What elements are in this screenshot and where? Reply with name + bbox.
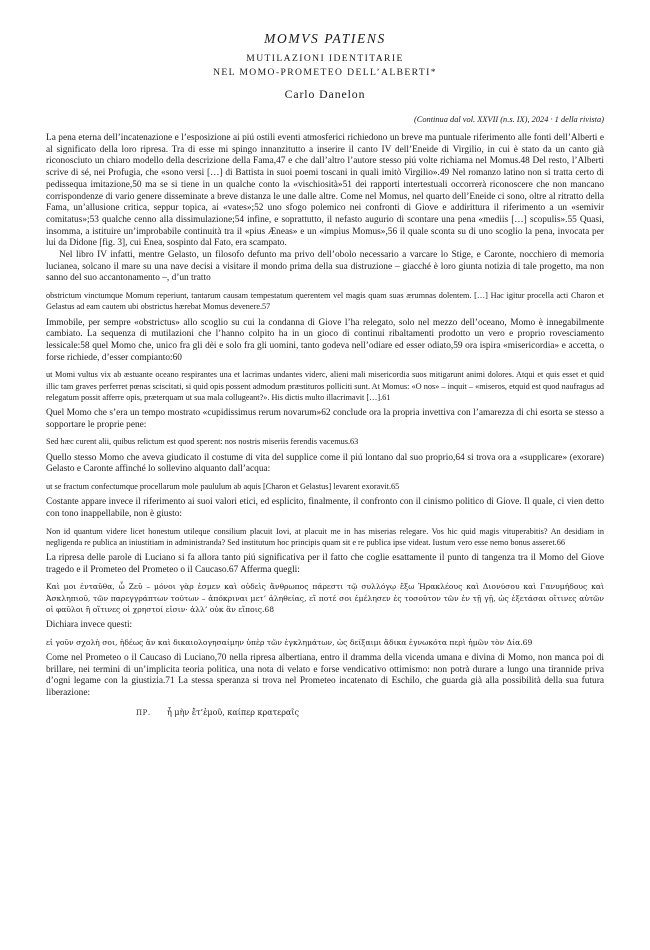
block-quote: obstrictum vinctumque Momum reperiunt, tantarum causam tempestatum querentem vel magis quam suas ærumnas dolentem. […] Hac igitur procella acti Charon et Gelastus ad eam cautem ubi obstrictus hærebat Momus devenere.57 <box>46 291 604 312</box>
block-quote: ut se fractum confectumque procellarum mole paululum ab aquis [Charon et Gelastus] levarent exoravit.65 <box>46 481 400 491</box>
paragraph: Immobile, per sempre «obstrictus» allo scoglio su cui la condanna di Giove l’ha relegato, solo nel mezzo dell’oceano, Momo è innegabilmente cambiato. La sequenza di mutilazioni che l’hanno colpito ha in un gioco di continui ribaltamenti prodotto un vero e proprio rovesciamento lessicale:58 quel Momo che, unico fra gli dèi e solo fra gli uomini, tanto godeva nell’odiare ed esser odiato,59 ora ispira «misericordia» e accetta, o forse richiede, d’esser compianto:60 <box>46 317 604 363</box>
block-quote: ut Momi vultus vix ab æstuante oceano respirantes una et lacrimas undantes viderc, alieni mali misericordia suos mitigarunt animi dolores. Atqui et quis esset et quid illic tam graves perferret pœnas sciscitati, si quid opis possent admodum præstituros polliciti sunt. At Momus: «O nos» – inquit – «miseros, etquid est quod naufragus ad relegatum possit afferre opis, præterquam ut sua mala collugeant?». His dictis multo illacrimavit […].61 <box>46 370 604 402</box>
paragraph: Quello stesso Momo che aveva giudicato il costume di vita del supplice come il piú lontano dal suo proprio,64 si trova ora a «supplicare» (exorare) Gelasto e Caronte affinché lo sollevino alquanto dall’acqua: <box>46 452 604 475</box>
article-title: MOMVS PATIENS <box>264 31 386 46</box>
block-quote: Non id quantum videre licet honestum utileque consilium placuit Iovi, at placuit me in has miserias relegare. Vos hic quid magis vituperabitis? An desidiam in negligenda re publica an iniustitiam in administranda? Sed institutum hoc principis quam sit e re publica ipse videat. Iustum vero esse nemo bonus asseret.66 <box>46 526 604 547</box>
paragraph: Quel Momo che s’era un tempo mostrato «cupidissimus rerum novarum»62 conclude ora la propria invettiva con l’amarezza di chi esorta se stesso a sopportare le proprie pene: <box>46 407 604 430</box>
paragraph: Dichiara invece questi: <box>46 620 133 631</box>
paragraph: Nel libro IV infatti, mentre Gelasto, un filosofo defunto ma privo dell’obolo necessario a varcare lo Stige, e Caronte, nocchiero di memoria lucianea, solcano il mare su una nave decisi a visitare il mondo prima della sua distruzione – giacché è loro giunta notizia di tale progetto, ma non sanno del suo accantonamento –, d’un tratto <box>46 250 604 284</box>
journal-page <box>0 31 650 950</box>
greek-quote: Καὶ μοι ἐνταῦθα, ὦ Ζεῦ – μόνοι γὰρ ἐσμεν καὶ οὐδεὶς ἄνθρωπος πάρεστι τῷ συλλόγῳ ἔξω Ἡρακλέους καὶ Διονύσου καὶ Γανυμήδους καὶ Ἀσκληπιοῦ, τῶν παρεγγράπτων τούτων – ἀπόκριναι μετ’ ἀληθείας, εἴ ποτέ σοι ἐμέλησεν ἐς τοσοῦτον τῶν ἐν τῇ γῇ, ὡς ἐξετάσαι οἵτινες αὐτῶν οἱ φαῦλοι ἢ οἵτινες οἱ χρηστοί εἰσιν· ἀλλ’ οὐκ ἂν εἴποις.68 <box>46 582 604 614</box>
greek-verse <box>46 707 604 719</box>
article-body <box>46 133 604 719</box>
paragraph: Come nel Prometeo o il Caucaso di Luciano,70 nella ripresa albertiana, entro il dramma della vicenda umana e divina di Momo, non manca poi di brillare, nei termini di un’implicita teoria politica, una nota di velato e forse vendicativo ottimismo: non potrà durare a lungo una tirannide priva d’ogni legame con la giustizia.71 La stessa speranza si trova nel Prometeo incatenato di Eschilo, che guarda già alla possibilità della sua futura liberazione: <box>46 652 604 699</box>
paragraph: Costante appare invece il riferimento ai suoi valori etici, ed esplicito, finalmente, il confronto con il cinismo politico di Giove. Il quale, ci vien detto con tono inappellabile, non è giusto: <box>46 497 604 519</box>
verse-speaker: ΠΡ. <box>136 708 151 717</box>
article-subtitle-1: MUTILAZIONI IDENTITARIE <box>246 53 404 64</box>
paragraph: La pena eterna dell’incatenazione e l’esposizione ai piú ostili eventi atmosferici richiedono un breve ma puntuale riferimento alle fonti dell’Alberti e al significato della loro ripresa. Tra di esse mi spingo innanzitutto a inserire il canto IV dell’Eneide di Virgilio, in cui è stato da un canto già riconosciuto un chiaro modello della descrizione della Fama,47 e che dall’altro l’autore stesso piú volte richiama nel Momus.48 Del resto, l’Alberti scrive di sé, nei Profugia, che «sono versi […] di Battista in suoi poemi toscani in quali imitò Virgilio».49 Nel romanzo latino non si tratta certo di pedissequa imitazione,50 ma se si tiene in un qualche conto la «vischiosità»51 dei rapporti intertestuali occorrerà riconoscere che non mancano corrispondenze di vario genere disseminate a breve distanza le une dalle altre. Come nel Momus, nel quarto dell’Eneide ci sono, oltre al ritratto della Fama, un’allusione critica, seppur topica, ai «vates»;52 uno sfogo polemico nei confronti di Giove e addirittura il riferimento a un «semivir comitatus»;53 qualche cenno alla dissimulazione;54 infine, e soprattutto, il nefasto augurio di scontare una pena «mediis […] scopulis».55 Quasi, insomma, a istituire un’improbabile continuità tra il «pius Æneas» e un «impius Momus»,56 il quale sconta su di uno scoglio la pena, invocata per lui da Didone [fig. 3], cui Enea, sospinto dal Fato, era scampato. <box>46 133 604 249</box>
article-subtitle-2: NEL MOMO-PROMETEO DELL’ALBERTI* <box>213 67 437 78</box>
verse-line: ἦ μὴν ἔτ’ἐμοῦ, καίπερ κρατεραῖς <box>167 707 299 717</box>
paragraph: La ripresa delle parole di Luciano si fa allora tanto piú significativa per il fatto che coglie esattamente il punto di tangenza tra il Momo del Giove tragedo e il Prometeo del Prometeo o il Caucaso.67 Afferma quegli: <box>46 553 604 575</box>
greek-quote: εἰ γοῦν σχολὴ σοι, ἡδέως ἂν καὶ δικαιολογησαίμην ὑπὲρ τῶν ἐγκλημάτων, ὡς δείξαιμι ἄδικα ἐγνωκότα περὶ ἡμῶν τὸν Δία.69 <box>46 637 533 647</box>
continuation-note: (Continua dal vol. XXVII (n.s. IX), 2024 · 1 della rivista) <box>413 115 604 124</box>
block-quote: Sed hæc curent alii, quibus relictum est quod sperent: nos nostris miseriis ferendis vacemus.63 <box>46 437 359 447</box>
author-name: Carlo Danelon <box>284 87 366 101</box>
